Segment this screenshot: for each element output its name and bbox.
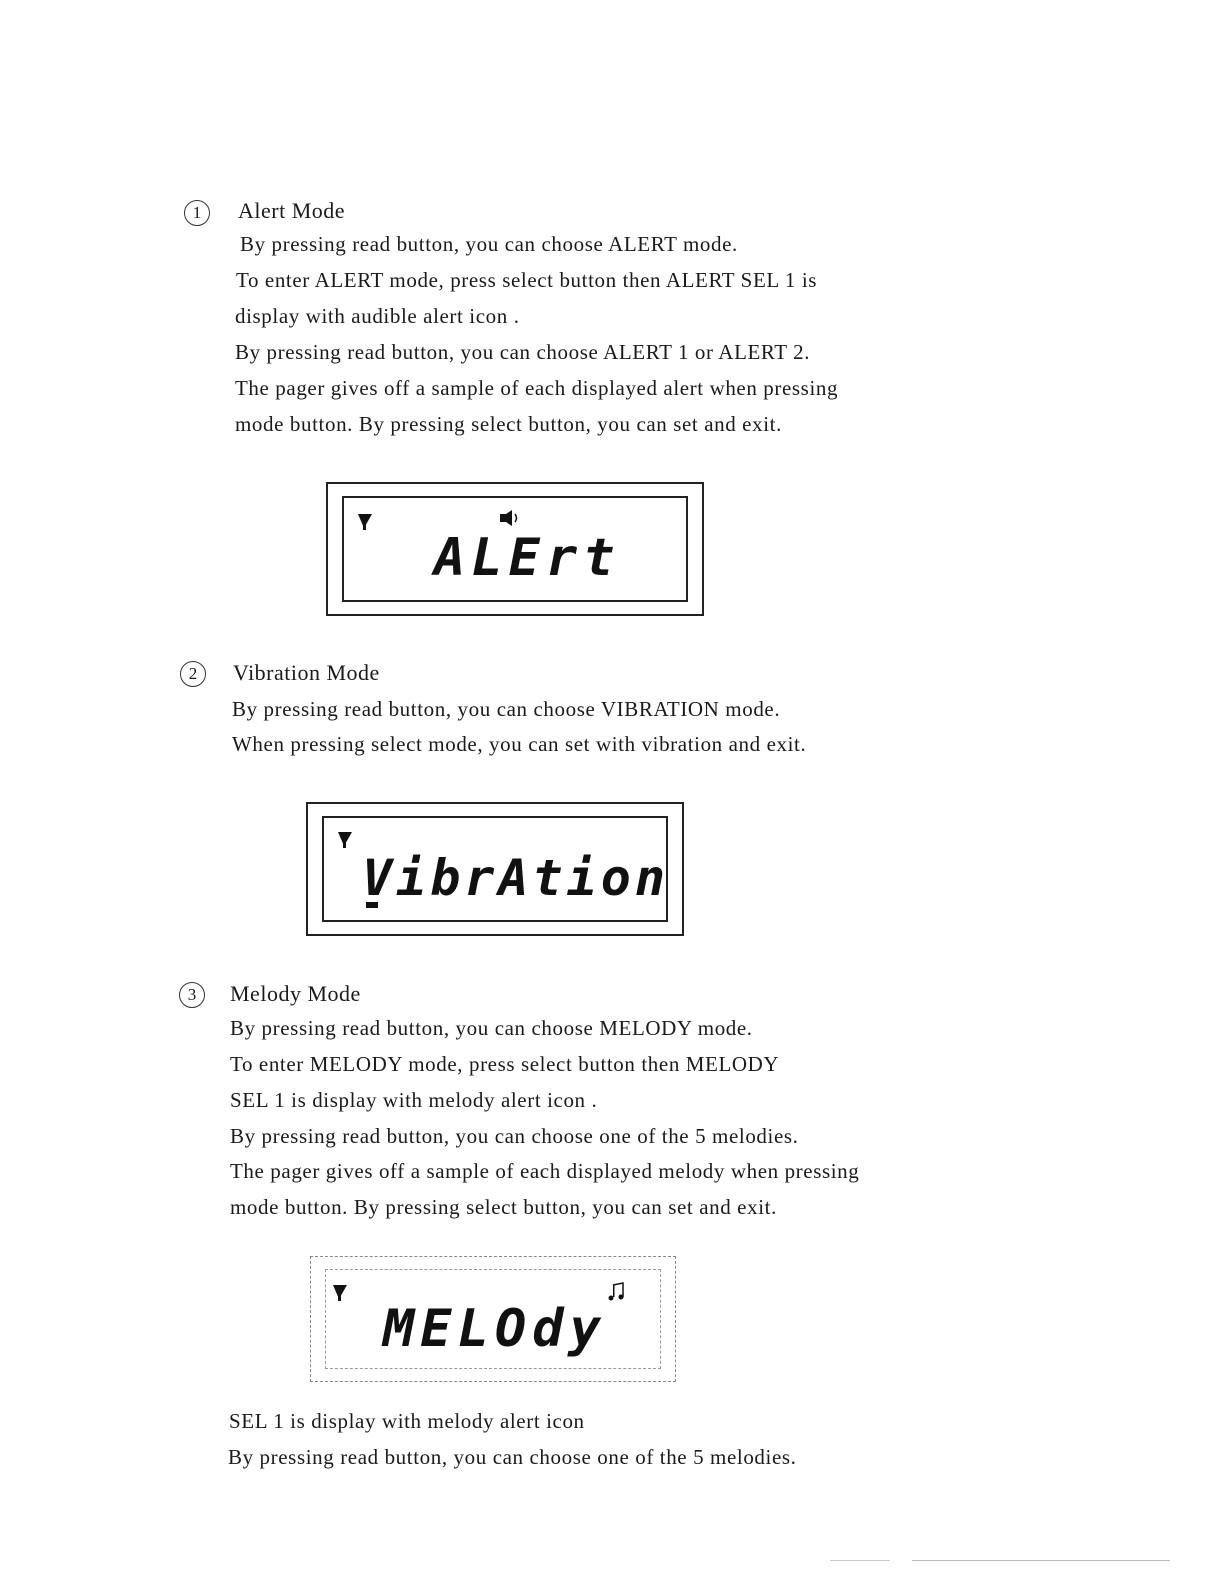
lcd-display-melody xyxy=(310,1256,676,1382)
text-line: mode button. By pressing select button, you can set and exit. xyxy=(230,1195,777,1219)
text-line: By pressing read button, you can choose one of the 5 melodies. xyxy=(230,1124,799,1148)
text-line: mode button. By pressing select button, you can set and exit. xyxy=(235,412,782,436)
text-line: By pressing read button, you can choose MELODY mode. xyxy=(230,1016,753,1040)
lcd-display-alert xyxy=(326,482,704,616)
speaker-icon xyxy=(500,510,517,526)
lcd-readout: VibrAtion xyxy=(362,849,669,907)
lcd-display-vibration xyxy=(306,802,684,936)
section-title-alert: Alert Mode xyxy=(238,198,346,223)
music-note-icon xyxy=(609,1283,624,1301)
scan-artifact-line xyxy=(912,1560,1170,1561)
text-line: display with audible alert icon . xyxy=(235,304,520,328)
text-line: The pager gives off a sample of each displayed melody when pressing xyxy=(230,1159,860,1183)
lcd-readout: ALErt xyxy=(434,528,621,588)
antenna-icon xyxy=(338,832,352,848)
section-number-2: 2 xyxy=(180,661,206,687)
section-title-melody: Melody Mode xyxy=(230,981,361,1006)
text-line: By pressing read button, you can choose one of the 5 melodies. xyxy=(228,1445,797,1469)
text-line: SEL 1 is display with melody alert icon xyxy=(229,1409,585,1433)
text-line: By pressing read button, you can choose ALERT mode. xyxy=(240,232,738,256)
antenna-icon xyxy=(358,514,372,530)
text-line: By pressing read button, you can choose ALERT 1 or ALERT 2. xyxy=(235,340,811,364)
text-line: To enter MELODY mode, press select button then MELODY xyxy=(230,1052,780,1076)
scan-artifact-line xyxy=(830,1560,890,1561)
section-number-3: 3 xyxy=(179,982,205,1008)
lcd-readout: MELOdy xyxy=(383,1299,607,1359)
text-line: To enter ALERT mode, press select button then ALERT SEL 1 is xyxy=(236,268,818,292)
text-line: When pressing select mode, you can set with vibration and exit. xyxy=(232,732,807,756)
section-title-vibration: Vibration Mode xyxy=(233,660,380,685)
text-line: SEL 1 is display with melody alert icon . xyxy=(230,1088,598,1112)
section-number-1: 1 xyxy=(184,200,210,226)
text-line: By pressing read button, you can choose VIBRATION mode. xyxy=(232,697,781,721)
antenna-icon xyxy=(333,1285,347,1301)
text-line: The pager gives off a sample of each displayed alert when pressing xyxy=(235,376,839,400)
